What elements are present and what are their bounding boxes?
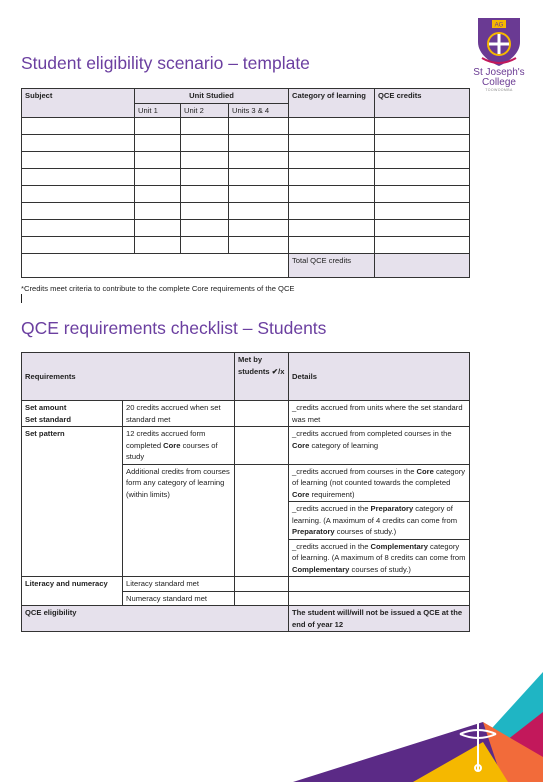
page-title-eligibility: Student eligibility scenario – template (21, 53, 310, 73)
complementary-bold: Complementary (292, 564, 350, 574)
core-bold: Core (292, 440, 310, 450)
pattern-core-description (123, 427, 235, 465)
header-details: Details (289, 353, 470, 401)
req-set-pattern: Set pattern (22, 427, 123, 577)
text-span: 12 credits accrued form completed (126, 429, 206, 450)
total-label: Total QCE credits (289, 254, 375, 278)
college-name (470, 68, 528, 93)
units34-cell[interactable] (229, 152, 289, 169)
unit1-cell[interactable] (135, 118, 181, 135)
amount-description: 20 credits accrued when set standard met (123, 401, 235, 427)
set-standard-label: Set standard (25, 414, 71, 424)
req-set-amount (22, 401, 123, 427)
core-bold: Core (292, 489, 310, 499)
header-unit2: Unit 2 (181, 103, 229, 118)
decorative-corner-graphic (293, 672, 543, 782)
text-span: courses of study.) (334, 527, 397, 536)
unit1-cell[interactable] (135, 169, 181, 186)
header-units34: Units 3 & 4 (229, 103, 289, 118)
text-span: category of learning (309, 440, 379, 450)
subject-cell[interactable] (22, 152, 135, 169)
logo-line2: College (482, 77, 516, 88)
subject-cell[interactable] (22, 169, 135, 186)
subject-cell[interactable] (22, 135, 135, 152)
unit2-cell[interactable] (181, 135, 229, 152)
category-cell[interactable] (289, 220, 375, 237)
credits-cell[interactable] (375, 135, 470, 152)
text-cursor (21, 294, 22, 303)
table-row[interactable] (22, 152, 470, 169)
unit2-cell[interactable] (181, 118, 229, 135)
total-row (22, 254, 470, 278)
table-row (22, 427, 470, 465)
college-crest-icon (470, 14, 528, 68)
eligibility-table (21, 88, 470, 278)
category-cell[interactable] (289, 118, 375, 135)
amount-detail: _credits accrued from units where the set standard was met (289, 401, 470, 427)
table-row[interactable] (22, 203, 470, 220)
units34-cell[interactable] (229, 135, 289, 152)
unit2-cell[interactable] (181, 203, 229, 220)
core-bold: Core (416, 466, 434, 476)
credits-cell[interactable] (375, 186, 470, 203)
table-row[interactable] (22, 237, 470, 254)
units34-cell[interactable] (229, 220, 289, 237)
table-row[interactable] (22, 186, 470, 203)
table-row[interactable] (22, 135, 470, 152)
subject-cell[interactable] (22, 237, 135, 254)
text-span: _credits accrued from completed courses in the (292, 429, 452, 438)
met-cell-core[interactable] (235, 427, 289, 465)
core-bold: Core (163, 440, 181, 450)
unit1-cell[interactable] (135, 237, 181, 254)
preparatory-bold: Preparatory (292, 527, 335, 536)
literacy-standard: Literacy standard met (123, 577, 235, 592)
unit1-cell[interactable] (135, 186, 181, 203)
credits-cell[interactable] (375, 203, 470, 220)
table-row (22, 401, 470, 427)
credits-cell[interactable] (375, 237, 470, 254)
unit2-cell[interactable] (181, 220, 229, 237)
pattern-core-detail (289, 427, 470, 465)
text-span: requirement) (309, 489, 355, 499)
met-cell-additional[interactable] (235, 464, 289, 577)
college-logo (470, 14, 528, 104)
text-span: _credits accrued in the (292, 504, 371, 513)
category-cell[interactable] (289, 169, 375, 186)
subject-cell[interactable] (22, 203, 135, 220)
unit1-cell[interactable] (135, 152, 181, 169)
credits-cell[interactable] (375, 118, 470, 135)
units34-cell[interactable] (229, 186, 289, 203)
met-cell-literacy[interactable] (235, 577, 289, 592)
header-requirements: Requirements (22, 353, 235, 401)
subject-cell[interactable] (22, 220, 135, 237)
met-cell-numeracy[interactable] (235, 591, 289, 606)
credits-footnote: *Credits meet criteria to contribute to the complete Core requirements of the QCE (21, 284, 295, 293)
total-spacer (22, 254, 289, 278)
numeracy-detail[interactable] (289, 591, 470, 606)
category-cell[interactable] (289, 152, 375, 169)
category-cell[interactable] (289, 203, 375, 220)
header-unit1: Unit 1 (135, 103, 181, 118)
table1-header-row (22, 89, 470, 104)
numeracy-standard: Numeracy standard met (123, 591, 235, 606)
eligibility-statement: The student will/will not be issued a QCE at the end of year 12 (289, 606, 470, 632)
text-span: _credits accrued in the (292, 541, 371, 551)
unit1-cell[interactable] (135, 220, 181, 237)
logo-line1: St Joseph's (473, 67, 525, 78)
text-span: courses of study (126, 440, 218, 461)
table-row[interactable] (22, 169, 470, 186)
category-cell[interactable] (289, 135, 375, 152)
units34-cell[interactable] (229, 237, 289, 254)
pattern-complementary-detail (289, 539, 470, 577)
table-row (22, 577, 470, 592)
unit2-cell[interactable] (181, 237, 229, 254)
table-row[interactable] (22, 220, 470, 237)
units34-cell[interactable] (229, 203, 289, 220)
header-category: Category of learning (289, 89, 375, 118)
literacy-detail[interactable] (289, 577, 470, 592)
set-amount-label: Set amount (25, 403, 67, 412)
category-cell[interactable] (289, 237, 375, 254)
checklist-table (21, 352, 470, 632)
page-title-checklist: QCE requirements checklist – Students (21, 318, 327, 338)
credits-cell[interactable] (375, 220, 470, 237)
header-subject: Subject (22, 89, 135, 118)
unit1-cell[interactable] (135, 135, 181, 152)
unit2-cell[interactable] (181, 169, 229, 186)
subject-cell[interactable] (22, 186, 135, 203)
credits-cell[interactable] (375, 169, 470, 186)
complementary-bold: Complementary (370, 541, 428, 551)
req-literacy-numeracy: Literacy and numeracy (22, 577, 123, 606)
logo-line3: TOOWOOMBA (485, 88, 513, 92)
header-unit-studied: Unit Studied (135, 89, 289, 104)
unit2-cell[interactable] (181, 186, 229, 203)
category-cell[interactable] (289, 186, 375, 203)
table-row[interactable] (22, 118, 470, 135)
pattern-additional-description: Additional credits from courses form any category of learning (within limits) (123, 464, 235, 577)
subject-cell[interactable] (22, 118, 135, 135)
header-met-by-students: Met by students ✔/x (235, 353, 289, 401)
pattern-preparatory-detail (289, 502, 470, 540)
checklist-header-row (22, 353, 470, 401)
met-cell-amount[interactable] (235, 401, 289, 427)
svg-text:AG: AG (494, 22, 504, 29)
req-qce-eligibility: QCE eligibility (22, 606, 289, 632)
text-span: category of learning (not counted towards the completed (292, 466, 466, 487)
header-qce-credits: QCE credits (375, 89, 470, 118)
text-span: category of learning. (A maximum of 8 credits can come from (292, 541, 466, 562)
preparatory-bold: Preparatory (370, 504, 414, 513)
eligibility-row (22, 606, 470, 632)
credits-cell[interactable] (375, 152, 470, 169)
total-value-cell[interactable] (375, 254, 470, 278)
pattern-additional-core-detail (289, 464, 470, 502)
unit1-cell[interactable] (135, 203, 181, 220)
text-span: category of learning. (A maximum of 4 credits can come from (292, 504, 458, 525)
units34-cell[interactable] (229, 118, 289, 135)
text-span: _credits accrued from courses in the (292, 466, 417, 476)
text-span: courses of study.) (349, 564, 411, 574)
unit2-cell[interactable] (181, 152, 229, 169)
units34-cell[interactable] (229, 169, 289, 186)
